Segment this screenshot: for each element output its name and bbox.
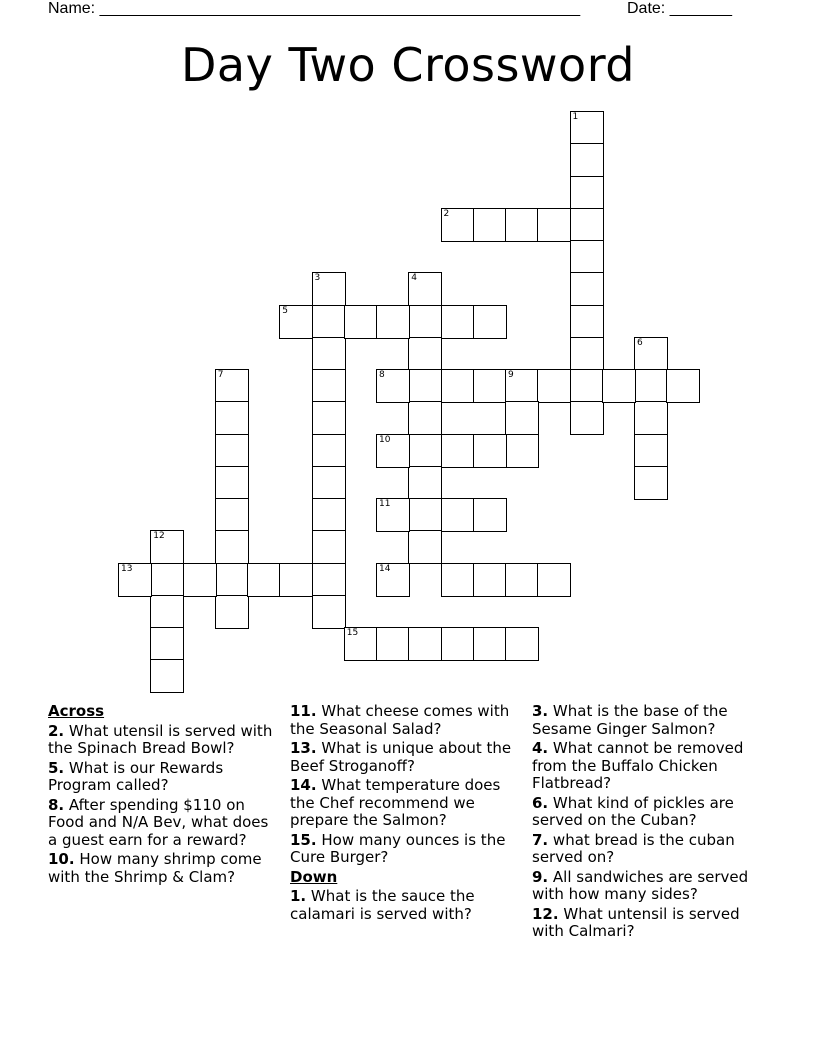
down-clue-9: 9. All sandwiches are served with how many sides? [532, 867, 749, 903]
grid-cell[interactable] [505, 627, 539, 661]
grid-cell[interactable] [473, 627, 507, 661]
grid-cell[interactable] [537, 563, 571, 597]
grid-cell[interactable] [376, 563, 410, 597]
clue-number: 4 [411, 273, 417, 284]
grid-cell[interactable] [312, 530, 346, 564]
grid-cell[interactable] [441, 305, 475, 339]
grid-cell[interactable] [570, 240, 604, 274]
down-clue-7: 7. what bread is the cuban served on? [532, 830, 735, 866]
grid-cell[interactable] [634, 337, 668, 371]
grid-cell[interactable] [473, 498, 507, 532]
grid-cell[interactable] [215, 498, 249, 532]
across-clue-2: 2. What utensil is served with the Spinach Bread Bowl? [48, 721, 273, 757]
grid-cell[interactable] [376, 305, 410, 339]
grid-cell[interactable] [570, 208, 604, 242]
clue-number: 15 [346, 628, 359, 638]
grid-cell[interactable] [570, 401, 604, 435]
grid-cell[interactable] [408, 466, 442, 500]
grid-cell[interactable] [408, 401, 442, 435]
grid-cell[interactable] [408, 434, 442, 468]
clue-number: 1 [572, 112, 579, 122]
grid-cell[interactable] [215, 563, 249, 597]
grid-cell[interactable] [312, 369, 346, 403]
clues-column-1 [48, 703, 280, 888]
clue-number: 6 [637, 337, 643, 348]
date-field[interactable]: Date: _______ [627, 0, 732, 17]
grid-cell[interactable] [473, 434, 507, 468]
clue-number: 14 [379, 563, 391, 574]
clue-number: 10 [379, 434, 391, 445]
clue-number: 9 [508, 370, 514, 380]
grid-cell[interactable] [215, 530, 249, 564]
across-clue-13: 13. What is unique about the Beef Stroganoff? [290, 739, 512, 775]
grid-cell[interactable] [441, 369, 475, 403]
grid-cell[interactable] [505, 369, 539, 403]
grid-cell[interactable] [441, 208, 475, 242]
grid-cell[interactable] [634, 466, 668, 500]
clue-number: 7 [217, 370, 224, 380]
grid-cell[interactable] [537, 369, 571, 403]
grid-cell[interactable] [602, 369, 636, 403]
grid-cell[interactable] [150, 627, 184, 661]
grid-cell[interactable] [376, 369, 410, 403]
clue-number: 11 [379, 499, 391, 509]
grid-cell[interactable] [473, 563, 507, 597]
grid-cell[interactable] [312, 401, 346, 435]
across-clue-14: 14. What temperature does the Chef recommend we prepare the Salmon? [290, 776, 501, 829]
grid-cell[interactable] [150, 530, 184, 564]
grid-cell[interactable] [312, 434, 346, 468]
across-heading: Across [48, 702, 105, 720]
grid-cell[interactable] [312, 466, 346, 500]
grid-cell[interactable] [408, 369, 442, 403]
grid-cell[interactable] [279, 305, 313, 339]
grid-cell[interactable] [408, 498, 442, 532]
grid-cell[interactable] [666, 369, 700, 403]
clues-column-2 [290, 703, 522, 925]
down-clue-6: 6. What kind of pickles are served on the Cuban? [532, 793, 734, 829]
grid-cell[interactable] [312, 337, 346, 371]
grid-cell[interactable] [505, 208, 539, 242]
grid-cell[interactable] [570, 337, 604, 371]
grid-cell[interactable] [215, 369, 249, 403]
grid-cell[interactable] [183, 563, 217, 597]
grid-cell[interactable] [408, 272, 442, 306]
grid-cell[interactable] [312, 563, 346, 597]
grid-cell[interactable] [537, 208, 571, 242]
grid-cell[interactable] [570, 369, 604, 403]
grid-cell[interactable] [150, 595, 184, 629]
grid-cell[interactable] [570, 305, 604, 339]
grid-cell[interactable] [408, 305, 442, 339]
grid-cell[interactable] [118, 563, 152, 597]
grid-cell[interactable] [505, 401, 539, 435]
grid-cell[interactable] [408, 627, 442, 661]
clue-number: 8 [379, 370, 385, 380]
grid-cell[interactable] [344, 305, 378, 339]
across-clue-10: 10. How many shrimp come with the Shrimp & Clam? [48, 850, 262, 886]
grid-cell[interactable] [215, 401, 249, 435]
across-clue-15: 15. How many ounces is the Cure Burger? [290, 830, 506, 866]
clue-number: 2 [443, 208, 450, 219]
grid-cell[interactable] [312, 595, 346, 629]
grid-cell[interactable] [473, 369, 507, 403]
grid-cell[interactable] [344, 627, 378, 661]
across-clue-11: 11. What cheese comes with the Seasonal Salad? [290, 702, 510, 738]
grid-cell[interactable] [634, 434, 668, 468]
down-clue-12: 12. What untensil is served with Calmari? [532, 904, 740, 940]
grid-cell[interactable] [150, 659, 184, 693]
grid-cell[interactable] [441, 563, 475, 597]
grid-cell[interactable] [570, 272, 604, 306]
grid-cell[interactable] [215, 434, 249, 468]
clue-number: 3 [314, 273, 321, 284]
grid-cell[interactable] [150, 563, 184, 597]
grid-cell[interactable] [408, 530, 442, 564]
grid-cell[interactable] [634, 369, 668, 403]
across-clue-5: 5. What is our Rewards Program called? [48, 758, 224, 794]
grid-cell[interactable] [376, 434, 410, 468]
across-clue-8: 8. After spending $110 on Food and N/A Bev, what does a guest earn for a reward? [48, 795, 269, 849]
grid-cell[interactable] [505, 434, 539, 468]
grid-cell[interactable] [441, 498, 475, 532]
down-clue-1: 1. What is the sauce the calamari is served with? [290, 887, 475, 923]
grid-cell[interactable] [473, 208, 507, 242]
grid-cell[interactable] [408, 337, 442, 371]
grid-cell[interactable] [312, 498, 346, 532]
grid-cell[interactable] [634, 401, 668, 435]
clue-number: 12 [153, 531, 165, 542]
grid-cell[interactable] [505, 563, 539, 597]
grid-cell[interactable] [441, 434, 475, 468]
grid-cell[interactable] [376, 627, 410, 661]
clue-number: 5 [282, 305, 288, 316]
clue-number: 13 [121, 563, 133, 574]
grid-cell[interactable] [570, 111, 604, 145]
grid-cell[interactable] [441, 627, 475, 661]
grid-cell[interactable] [312, 305, 346, 339]
grid-cell[interactable] [215, 466, 249, 500]
grid-cell[interactable] [247, 563, 281, 597]
grid-cell[interactable] [279, 563, 313, 597]
clues-column-3 [532, 703, 772, 943]
grid-cell[interactable] [312, 272, 346, 306]
down-clue-4: 4. What cannot be removed from the Buffalo Chicken Flatbread? [532, 739, 744, 792]
puzzle-title: Day Two Crossword [181, 38, 635, 92]
grid-cell[interactable] [570, 176, 604, 210]
grid-cell[interactable] [215, 595, 249, 629]
grid-cell[interactable] [473, 305, 507, 339]
grid-cell[interactable] [570, 143, 604, 177]
down-heading: Down [290, 867, 338, 886]
name-field[interactable]: Name: ______________________________________________________ [48, 0, 581, 17]
down-clue-3: 3. What is the base of the Sesame Ginger Salmon? [532, 702, 728, 738]
grid-cell[interactable] [376, 498, 410, 532]
